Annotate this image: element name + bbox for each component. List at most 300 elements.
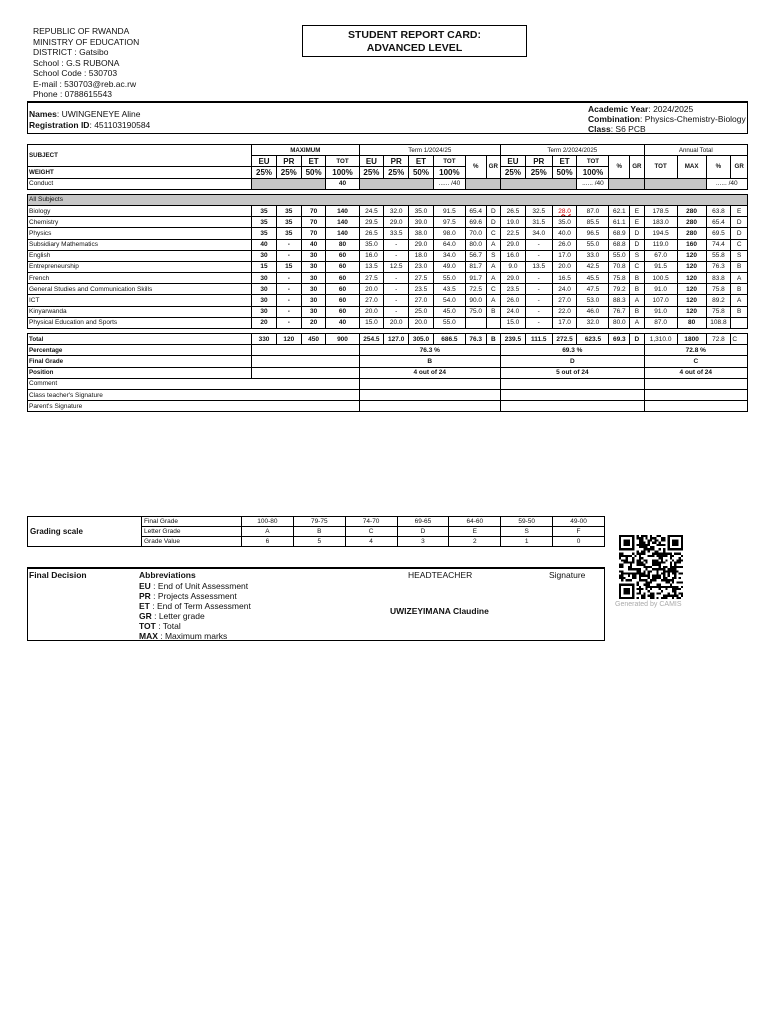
term1-cell: 27.0	[409, 295, 434, 306]
title-line-2: ADVANCED LEVEL	[366, 42, 463, 54]
term1-cell: 29.0	[384, 217, 409, 228]
col-et: ET	[301, 156, 326, 167]
parent-signature-annual	[644, 401, 747, 412]
school-line: REPUBLIC OF RWANDA	[33, 26, 130, 36]
headteacher-label: HEADTEACHER	[408, 570, 473, 580]
max-cell: 20	[301, 317, 326, 328]
max-cell: 35	[252, 228, 277, 239]
blank	[252, 367, 359, 378]
term2-cell	[552, 205, 577, 216]
academic-year: 2024/2025	[653, 104, 694, 114]
max-cell: 140	[326, 205, 359, 216]
abbr-value: : End of Unit Assessment	[150, 581, 249, 591]
header-row-1	[28, 145, 748, 156]
weight-label: WEIGHT	[28, 167, 252, 178]
max-cell: -	[276, 317, 301, 328]
abbr-value: : Letter grade	[151, 611, 205, 621]
max-cell: 35	[252, 205, 277, 216]
col-pr: PR	[276, 156, 301, 167]
grading-cell: 74-70	[345, 517, 397, 527]
max-cell: 70	[301, 217, 326, 228]
term2-cell: 29.0	[501, 273, 526, 284]
max-cell: 35	[252, 217, 277, 228]
annual-cell: 89.2	[706, 295, 731, 306]
final-grade-t2: D	[501, 356, 645, 367]
comment-t1	[359, 378, 501, 389]
subject-name: General Studies and Communication Skills	[28, 284, 252, 295]
max-cell: 60	[326, 295, 359, 306]
total-t2: D	[630, 334, 644, 345]
comment-annual	[644, 378, 747, 389]
subject-row	[28, 239, 748, 250]
term1-cell: 26.5	[359, 228, 384, 239]
term2-cell: S	[630, 250, 644, 261]
term1-cell: 56.7	[465, 250, 486, 261]
weight-eu: 25%	[252, 167, 277, 178]
term1-cell: S	[486, 250, 501, 261]
term1-cell: 20.0	[359, 306, 384, 317]
conduct-t2: ...... /40	[577, 178, 609, 189]
term1-cell: C	[486, 228, 501, 239]
annual-cell: B	[731, 261, 748, 272]
term1-cell: 20.0	[384, 317, 409, 328]
annual-cell: 280	[677, 205, 706, 216]
term2-cell: 47.5	[577, 284, 609, 295]
annual-cell: 194.5	[644, 228, 677, 239]
max-cell: -	[276, 250, 301, 261]
term1-cell: 23.5	[409, 284, 434, 295]
class-label: Class	[588, 124, 611, 134]
school-line: Phone : 0788615543	[33, 89, 112, 99]
term2-cell: C	[630, 261, 644, 272]
term2-cell: 79.2	[609, 284, 630, 295]
school-line: E-mail : 530703@reb.ac.rw	[33, 78, 137, 89]
weight-tot: 100%	[577, 167, 609, 178]
grading-row-final	[28, 517, 605, 527]
abbr-value: : Total	[155, 621, 181, 631]
term2-cell: 20.0	[552, 261, 577, 272]
total-t1: B	[486, 334, 501, 345]
term2-cell: 26.5	[501, 205, 526, 216]
term2-cell: -	[525, 273, 552, 284]
annual-cell: S	[731, 250, 748, 261]
subject-name: Chemistry	[28, 217, 252, 228]
term2-cell: 9.0	[501, 261, 526, 272]
max-cell: 60	[326, 306, 359, 317]
annual-cell: A	[731, 273, 748, 284]
term1-cell: 13.5	[359, 261, 384, 272]
subject-row	[28, 261, 748, 272]
subject-name: Physics	[28, 228, 252, 239]
signature-label: Signature	[549, 570, 586, 580]
term2-cell: 27.0	[552, 295, 577, 306]
annual-cell: 120	[677, 250, 706, 261]
total-annual: 1,310.0	[644, 334, 677, 345]
term2-cell: 26.0	[501, 295, 526, 306]
grading-cell: 79-75	[293, 517, 345, 527]
abbr-key: PR	[139, 591, 151, 601]
term1-cell: 70.0	[465, 228, 486, 239]
term2-cell: 87.0	[577, 205, 609, 216]
abbreviation-item	[139, 591, 251, 601]
subject-row	[28, 306, 748, 317]
subject-rows	[28, 205, 748, 328]
max-cell: 70	[301, 228, 326, 239]
term1-cell: 25.0	[409, 306, 434, 317]
annual-cell: 178.5	[644, 205, 677, 216]
max-cell: 60	[326, 273, 359, 284]
position-t1: 4 out of 24	[359, 367, 501, 378]
annual-cell: 69.5	[706, 228, 731, 239]
abbreviation-item	[139, 621, 251, 631]
term2-cell: E	[630, 205, 644, 216]
conduct-grey	[644, 178, 706, 189]
max-cell: 60	[326, 261, 359, 272]
col-eu: EU	[359, 156, 384, 167]
final-grade-row	[28, 356, 748, 367]
comment-row	[28, 378, 748, 389]
student-identity: Names: UWINGENEYE Aline Registration ID: 451103190584	[29, 109, 151, 130]
subject-name: French	[28, 273, 252, 284]
abbreviation-item	[139, 611, 251, 621]
max-cell: 30	[252, 250, 277, 261]
teacher-signature-annual	[644, 389, 747, 400]
term1-cell: D	[486, 217, 501, 228]
term2-cell: 85.5	[577, 217, 609, 228]
term2-cell: A	[630, 317, 644, 328]
abbr-key: TOT	[139, 621, 156, 631]
term1-cell: A	[486, 273, 501, 284]
term1-cell: 91.7	[465, 273, 486, 284]
max-cell: 60	[326, 250, 359, 261]
comment-t2	[501, 378, 645, 389]
term1-cell: -	[384, 295, 409, 306]
total-t2: 111.5	[525, 334, 552, 345]
term2-cell: 42.5	[577, 261, 609, 272]
percentage-label: Percentage	[28, 345, 252, 356]
term2-cell: 16.0	[501, 250, 526, 261]
col-pr: PR	[384, 156, 409, 167]
grading-cell: 0	[553, 537, 605, 547]
annual-cell: 107.0	[644, 295, 677, 306]
parent-signature-label: Parent's Signature	[28, 401, 360, 412]
term1-cell: 35.0	[409, 205, 434, 216]
conduct-row	[28, 178, 748, 189]
term1-cell: 29.5	[359, 217, 384, 228]
teacher-signature-t1	[359, 389, 501, 400]
grading-row-label: Final Grade	[142, 517, 242, 527]
annual-cell: C	[731, 239, 748, 250]
annual-cell: 183.0	[644, 217, 677, 228]
abbr-key: EU	[139, 581, 151, 591]
term1-cell: 32.0	[384, 205, 409, 216]
conduct-grey	[501, 178, 577, 189]
conduct-annual: ...... /40	[706, 178, 747, 189]
generated-by-caption: Generated by CAMIS	[615, 601, 682, 608]
grading-cell: 2	[449, 537, 501, 547]
annual-cell: 120	[677, 284, 706, 295]
grading-scale-label: Grading scale	[28, 517, 142, 547]
subject-name: Kinyarwanda	[28, 306, 252, 317]
grading-cell: B	[293, 527, 345, 537]
total-t2: 272.5	[552, 334, 577, 345]
headteacher-name: UWIZEYIMANA Claudine	[390, 606, 489, 616]
subject-row	[28, 217, 748, 228]
total-max: 900	[326, 334, 359, 345]
final-grade-label: Final Grade	[28, 356, 252, 367]
max-cell: 140	[326, 217, 359, 228]
term1-cell: 91.5	[433, 205, 465, 216]
term1-cell: 20.0	[359, 284, 384, 295]
col-tot: TOT	[644, 156, 677, 178]
grading-cell: 49-00	[553, 517, 605, 527]
total-t1: 305.0	[409, 334, 434, 345]
max-cell: 30	[301, 250, 326, 261]
term1-cell: -	[384, 250, 409, 261]
weight-pr: 25%	[525, 167, 552, 178]
title-line-1: STUDENT REPORT CARD:	[348, 29, 481, 41]
col-pct: %	[706, 156, 731, 178]
grading-cell: 4	[345, 537, 397, 547]
term2-cell: 17.0	[552, 250, 577, 261]
term1-cell: 69.6	[465, 217, 486, 228]
annual-cell: 280	[677, 217, 706, 228]
max-cell: 30	[252, 273, 277, 284]
combination: Physics-Chemistry-Biology	[644, 114, 746, 124]
term2-cell: -	[525, 295, 552, 306]
percentage-t2: 69.3 %	[501, 345, 645, 356]
term1-cell: 98.0	[433, 228, 465, 239]
term2-cell: 70.8	[609, 261, 630, 272]
col-gr: GR	[486, 156, 501, 178]
term1-cell: 18.0	[409, 250, 434, 261]
term2-cell: 88.3	[609, 295, 630, 306]
teacher-signature-label: Class teacher's Signature	[28, 389, 360, 400]
term2-cell: 31.5	[525, 217, 552, 228]
annual-cell: 74.4	[706, 239, 731, 250]
weight-tot: 100%	[326, 167, 359, 178]
parent-signature-row	[28, 401, 748, 412]
abbreviations-label: Abbreviations	[139, 570, 196, 580]
term2-cell: 23.5	[501, 284, 526, 295]
max-cell: 35	[276, 217, 301, 228]
term2-cell: 55.0	[577, 239, 609, 250]
annual-cell: 91.0	[644, 284, 677, 295]
comment-label: Comment	[28, 378, 360, 389]
term1-cell: 55.0	[433, 317, 465, 328]
abbreviation-item	[139, 631, 251, 641]
term1-cell: C	[486, 284, 501, 295]
final-grade-t1: B	[359, 356, 501, 367]
max-cell: 30	[252, 284, 277, 295]
class: S6 PCB	[615, 124, 646, 134]
col-tot: TOT	[326, 156, 359, 167]
conduct-label: Conduct	[28, 178, 252, 189]
abbreviation-item	[139, 601, 251, 611]
parent-signature-t1	[359, 401, 501, 412]
teacher-signature-t2	[501, 389, 645, 400]
term1-cell: 90.0	[465, 295, 486, 306]
annual-cell: 119.0	[644, 239, 677, 250]
term1-cell: 55.0	[433, 273, 465, 284]
student-class-info: Academic Year: 2024/2025 Combination: Physics-Chemistry-Biology Class: S6 PCB	[588, 104, 746, 134]
max-cell: 70	[301, 205, 326, 216]
term2-cell: 76.7	[609, 306, 630, 317]
final-decision-label: Final Decision	[29, 570, 87, 580]
term1-cell: 24.5	[359, 205, 384, 216]
all-subjects-row	[28, 194, 748, 205]
annual-cell: 83.8	[706, 273, 731, 284]
all-subjects-label: All Subjects	[28, 194, 748, 205]
grading-row-label: Grade Value	[142, 537, 242, 547]
annual-cell: 100.5	[644, 273, 677, 284]
term1-cell: 35.0	[359, 239, 384, 250]
subject-name: English	[28, 250, 252, 261]
subject-row	[28, 295, 748, 306]
school-line: School : G.S RUBONA	[33, 57, 120, 68]
subject-row	[28, 205, 748, 216]
position-annual: 4 out of 24	[644, 367, 747, 378]
term1-cell: 27.5	[409, 273, 434, 284]
term2-cell: 15.0	[501, 317, 526, 328]
subject-name: Subsidiary Mathematics	[28, 239, 252, 250]
grading-cell: 100-80	[242, 517, 294, 527]
col-eu: EU	[501, 156, 526, 167]
report-table	[27, 144, 748, 412]
col-eu: EU	[252, 156, 277, 167]
max-cell: 30	[252, 295, 277, 306]
term2-cell: 32.5	[525, 205, 552, 216]
term1-cell: B	[486, 306, 501, 317]
blank	[252, 345, 359, 356]
term2-cell: 68.8	[609, 239, 630, 250]
percentage-annual: 72.8 %	[644, 345, 747, 356]
term2-cell: B	[630, 284, 644, 295]
max-cell: 30	[301, 306, 326, 317]
total-annual: 1800	[677, 334, 706, 345]
grading-cell: 1	[501, 537, 553, 547]
subject-row	[28, 317, 748, 328]
conduct-grey	[252, 178, 326, 189]
col-pct: %	[465, 156, 486, 178]
term1-cell: 43.5	[433, 284, 465, 295]
max-cell: 15	[252, 261, 277, 272]
annual-cell: D	[731, 217, 748, 228]
abbreviation-item	[139, 581, 251, 591]
parent-signature-t2	[501, 401, 645, 412]
term1-cell: 54.0	[433, 295, 465, 306]
term2-cell: 16.5	[552, 273, 577, 284]
annual-cell	[731, 317, 748, 328]
final-grade-annual: C	[644, 356, 747, 367]
school-line: MINISTRY OF EDUCATION	[33, 36, 140, 47]
term1-cell: 38.0	[409, 228, 434, 239]
annual-cell: 160	[677, 239, 706, 250]
subject-row	[28, 228, 748, 239]
term2-cell: 13.5	[525, 261, 552, 272]
term2-header: Term 2/2024/2025	[501, 145, 645, 156]
grading-cell: 64-60	[449, 517, 501, 527]
weight-et: 50%	[409, 167, 434, 178]
total-max: 120	[276, 334, 301, 345]
term1-cell: 34.0	[433, 250, 465, 261]
subject-header: SUBJECT	[28, 145, 252, 167]
col-pr: PR	[525, 156, 552, 167]
qr-code-icon	[615, 535, 687, 599]
max-cell: -	[276, 284, 301, 295]
registration-label: Registration ID	[29, 120, 90, 130]
school-line: School Code : 530703	[33, 68, 118, 78]
conduct-grey	[465, 178, 500, 189]
weight-et: 50%	[301, 167, 326, 178]
term1-cell: A	[486, 295, 501, 306]
term1-cell: 64.0	[433, 239, 465, 250]
max-cell: 40	[252, 239, 277, 250]
col-et: ET	[409, 156, 434, 167]
annual-cell: 67.0	[644, 250, 677, 261]
term2-cell: B	[630, 273, 644, 284]
grading-cell: 59-50	[501, 517, 553, 527]
report-title	[302, 25, 527, 57]
max-cell: -	[276, 306, 301, 317]
term2-cell: 46.0	[577, 306, 609, 317]
term2-cell: 24.0	[552, 284, 577, 295]
term2-cell: -	[525, 250, 552, 261]
total-annual: 72.8	[706, 334, 731, 345]
abbr-value: : End of Term Assessment	[149, 601, 251, 611]
total-t1: 76.3	[465, 334, 486, 345]
position-label: Position	[28, 367, 252, 378]
term2-cell: 62.1	[609, 205, 630, 216]
max-cell: 35	[276, 228, 301, 239]
subject-row	[28, 273, 748, 284]
percentage-t1: 76.3 %	[359, 345, 501, 356]
total-t2: 623.5	[577, 334, 609, 345]
col-tot: TOT	[577, 156, 609, 167]
term2-cell: A	[630, 295, 644, 306]
term1-cell: A	[486, 261, 501, 272]
term2-cell: 75.8	[609, 273, 630, 284]
grading-cell: F	[553, 527, 605, 537]
col-gr: GR	[731, 156, 748, 178]
total-t2: 69.3	[609, 334, 630, 345]
term2-cell: -	[525, 284, 552, 295]
total-row	[28, 334, 748, 345]
term1-cell: 33.5	[384, 228, 409, 239]
max-cell: 30	[301, 284, 326, 295]
term2-cell: 68.9	[609, 228, 630, 239]
annual-header: Annual Total	[644, 145, 747, 156]
total-t1: 254.5	[359, 334, 384, 345]
term1-cell	[486, 317, 501, 328]
annual-cell: 91.5	[644, 261, 677, 272]
total-max: 330	[252, 334, 277, 345]
max-cell: 30	[252, 306, 277, 317]
max-cell: 20	[252, 317, 277, 328]
abbr-value: : Projects Assessment	[150, 591, 237, 601]
term1-cell: 12.5	[384, 261, 409, 272]
abbr-key: GR	[139, 611, 152, 621]
grading-cell: E	[449, 527, 501, 537]
annual-cell: 120	[677, 306, 706, 317]
weight-pr: 25%	[276, 167, 301, 178]
grading-cell: 3	[397, 537, 449, 547]
position-t2: 5 out of 24	[501, 367, 645, 378]
max-cell: 35	[276, 205, 301, 216]
annual-cell: 91.0	[644, 306, 677, 317]
term2-cell: 55.0	[609, 250, 630, 261]
term2-cell: D	[630, 228, 644, 239]
